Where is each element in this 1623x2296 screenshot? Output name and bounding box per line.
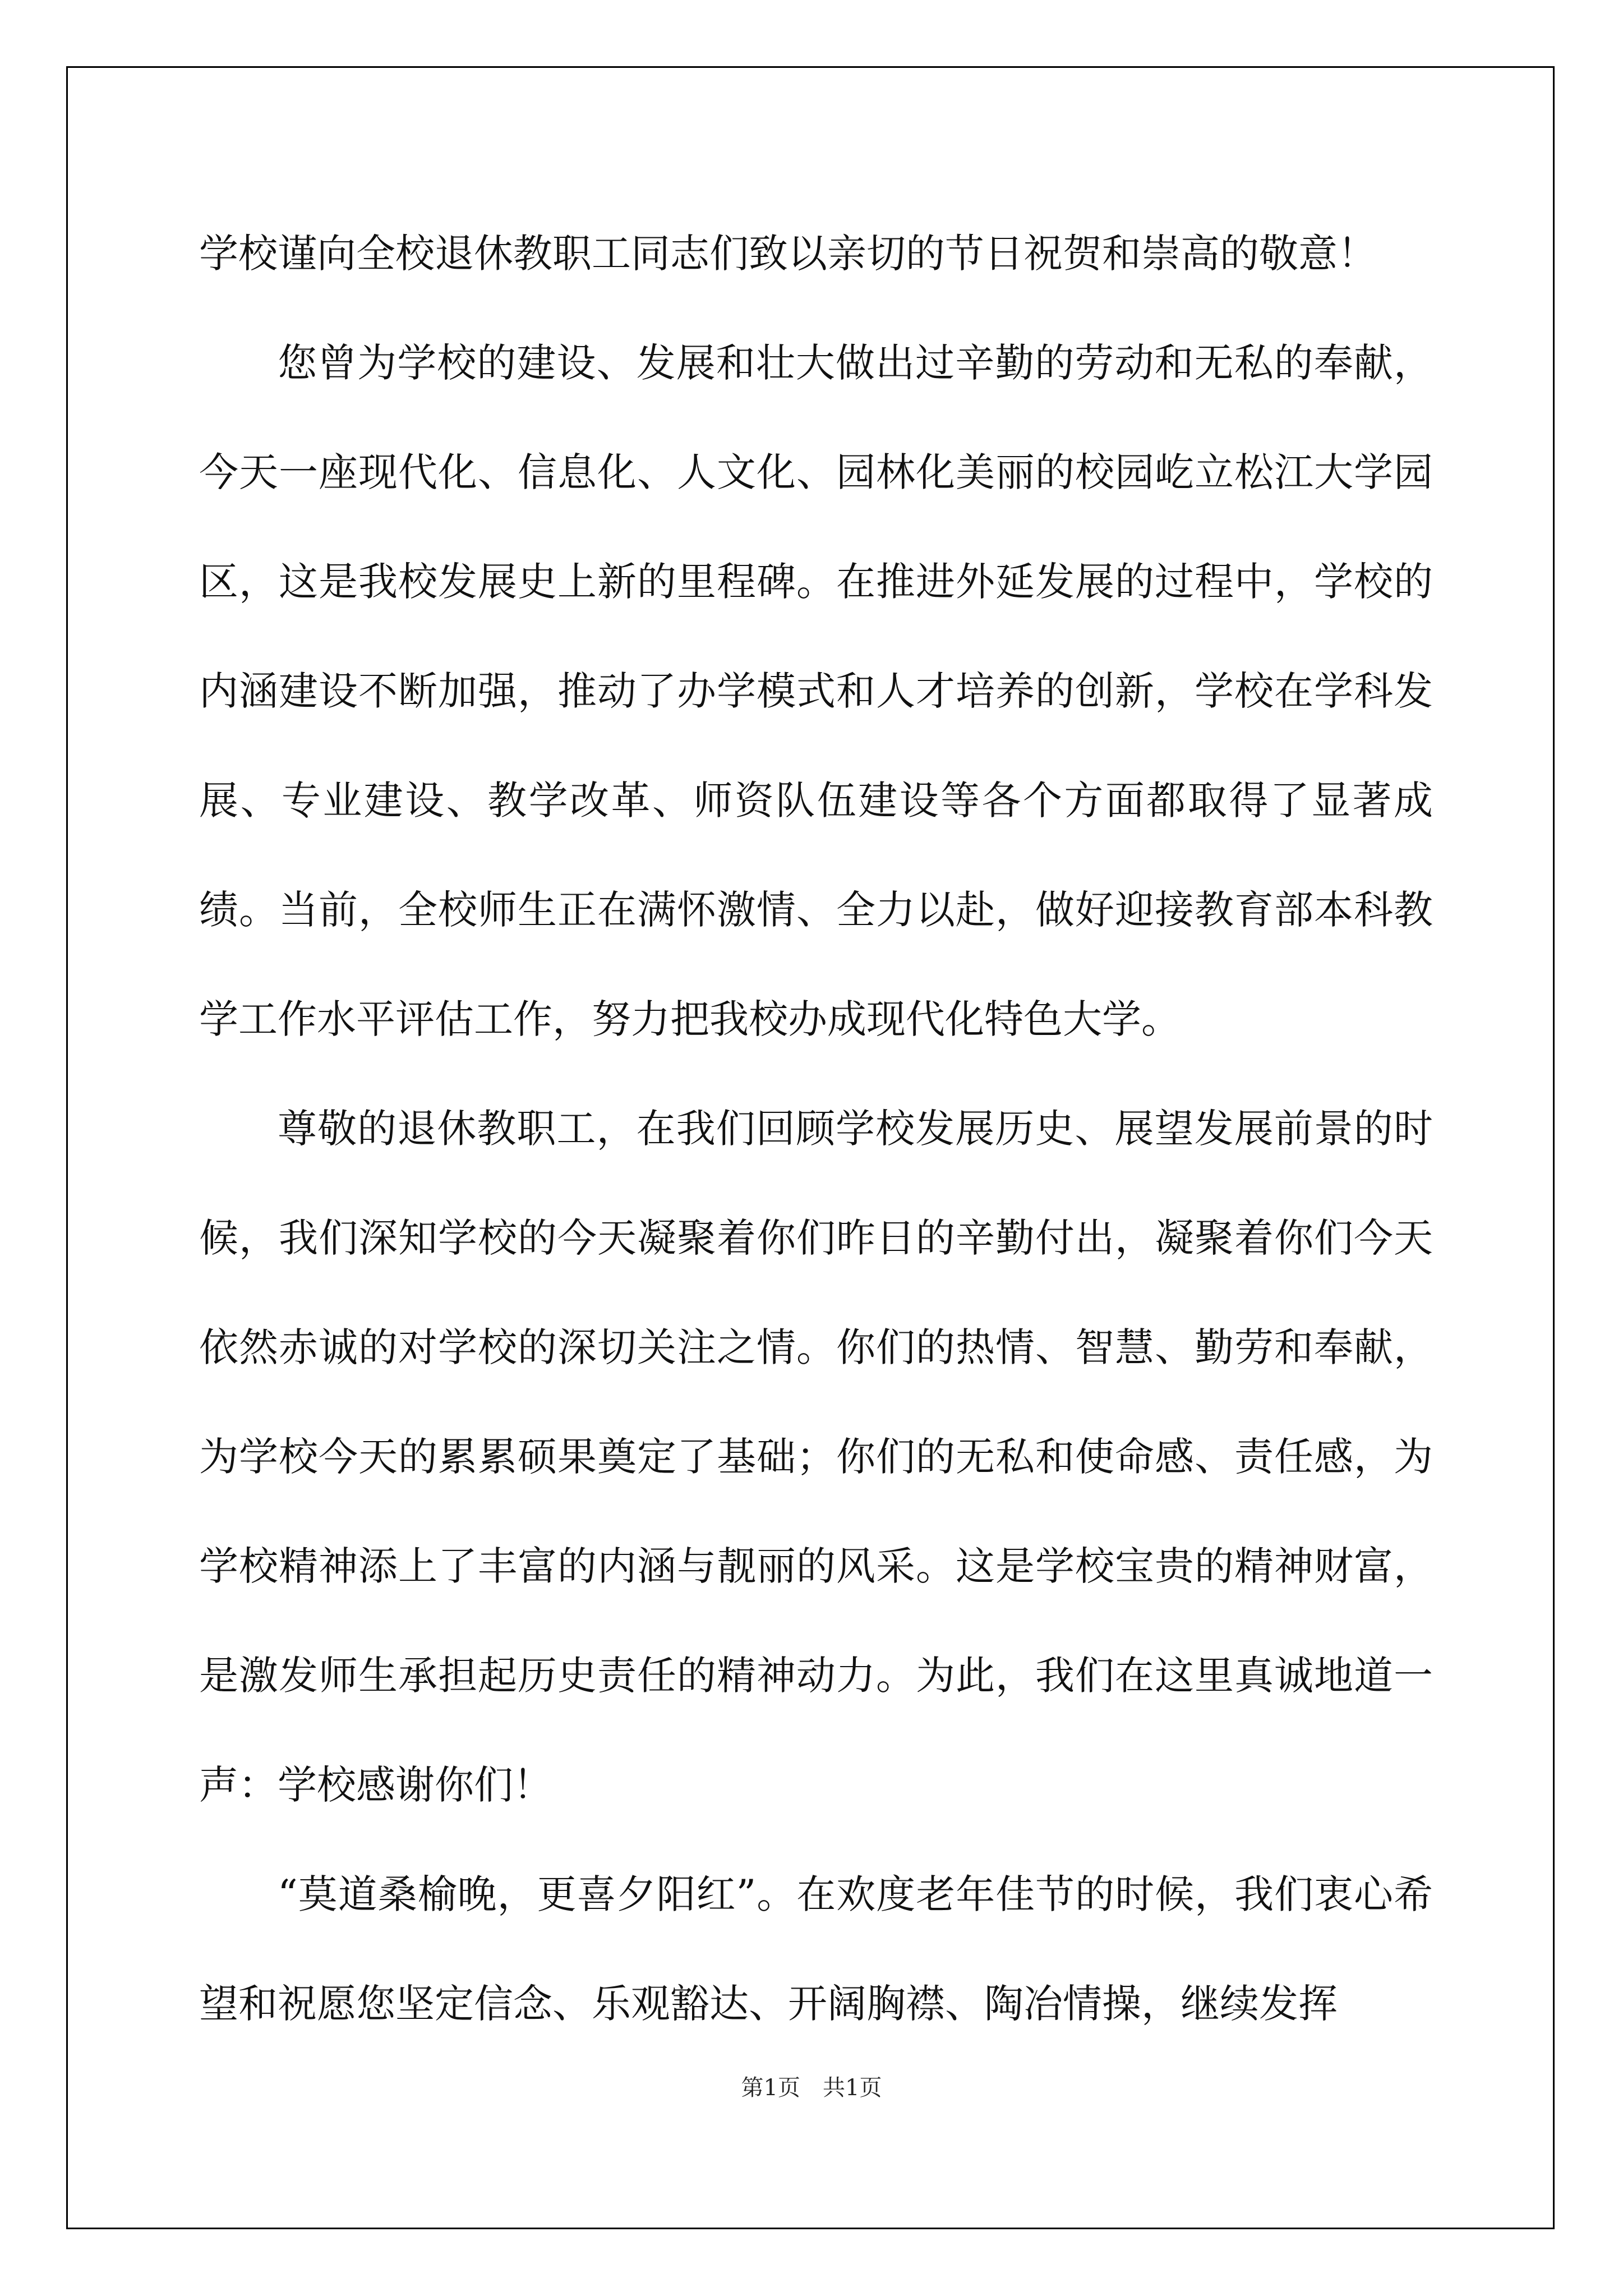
document-body [199,199,1433,2059]
paragraph-contribution: 您曾为学校的建设、发展和壮大做出过辛勤的劳动和无私的奉献，今天一座现代化、信息化、人文化、园林化美丽的校园屹立松江大学园区，这是我校发展史上新的里程碑。在推进外延发展的过程中，学校的内涵建设不断加强，推动了办学模式和人才培养的创新，学校在学科发展、专业建设、教学改革、师资队伍建设等各个方面都取得了显著成绩。当前，全校师生正在满怀激情、全力以赴，做好迎接教育部本科教学工作水平评估工作，努力把我校办成现代化特色大学。 [199,340,1433,1042]
paragraph-gratitude: 尊敬的退休教职工，在我们回顾学校发展历史、展望发展前景的时候，我们深知学校的今天凝聚着你们昨日的辛勤付出，凝聚着你们今天依然赤诚的对学校的深切关注之情。你们的热情、智慧、勤劳和奉献，为学校今天的累累硕果奠定了基础；你们的无私和使命感、责任感，为学校精神添上了丰富的内涵与靓丽的风采。这是学校宝贵的精神财富，是激发师生承担起历史责任的精神动力。为此，我们在这里真诚地道一声：学校感谢你们！ [199,1106,1433,1808]
paragraph-wishes: “莫道桑榆晚，更喜夕阳红”。在欢度老年佳节的时候，我们衷心希望和祝愿您坚定信念、乐观豁达、开阔胸襟、陶冶情操，继续发挥 [199,1871,1433,2027]
page-number: 第1页 共1页 [741,2075,882,2101]
paragraph-greeting: 学校谨向全校退休教职工同志们致以亲切的节日祝贺和崇高的敬意！ [199,231,1377,277]
